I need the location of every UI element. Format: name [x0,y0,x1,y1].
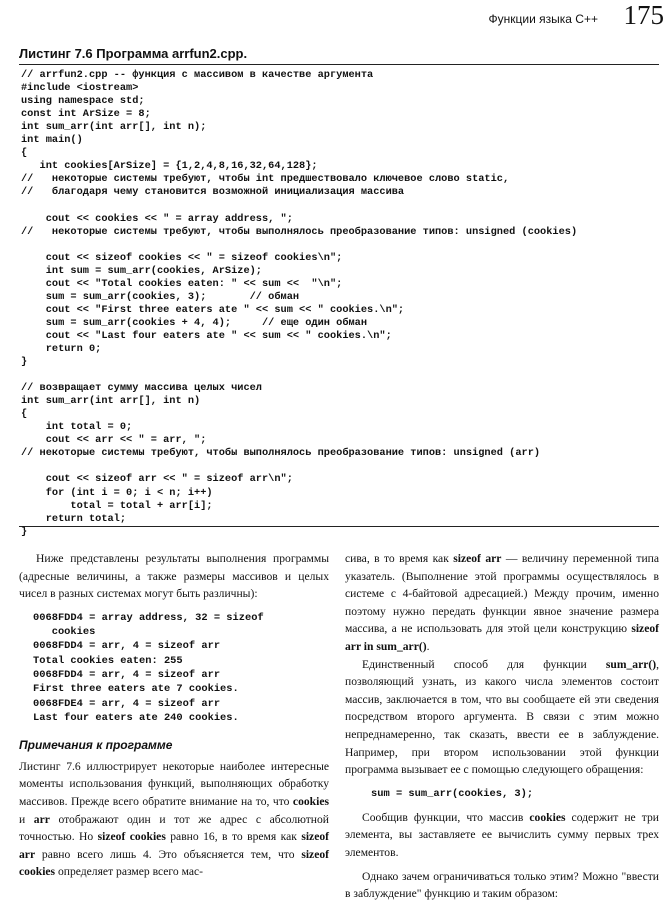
chapter-title: Функции языка C++ [488,12,598,26]
left-column [19,550,329,881]
text-span: определяет размер всего мас- [55,865,203,879]
text-span: Листинг 7.6 иллюстрирует некоторые наиболее интересные моменты использования функций, выполняющих обработку массивов. Прежде всего обратите внимание на то, что [19,759,329,808]
code-line: return 0; [21,342,102,355]
code-listing [19,64,659,538]
bold-term: cookies [292,794,329,808]
code-line: const int ArSize = 8; [21,108,151,121]
code-line: { [21,408,28,421]
code-line: cout << arr << " = arr, "; [21,434,207,447]
text-span: — величину переменной типа указатель. (Выполнение этой программы осуществлялось в системе с 4-байтовой адресацией.) Между прочим, именно поэтому нужно передать функции явное значение размера массива, а не использовать для этой цели конструкцию [345,552,660,636]
code-line: int sum_arr(int arr[], int n) [21,395,201,408]
code-line [21,369,659,382]
code-line: int sum_arr(int arr[], int n); [21,121,207,134]
text-span: . [426,639,430,653]
code-line: int cookies[ArSize] = {1,2,4,8,16,32,64,128}; [21,160,318,173]
output-line: 0068FDD4 = arr, 4 = sizeof arr [33,640,221,653]
output-line: Last four eaters ate 240 cookies. [33,711,239,724]
bold-term: sizeof arr in sum_arr() [345,622,659,653]
text-span: и [19,812,34,826]
code-line: cout << sizeof cookies << " = sizeof cookies\n"; [21,251,343,264]
intro-paragraph: Ниже представлены результаты выполнения программы (адресные величины, а также размеры массивов и целых чисел в разных системах могут быть различны): [19,552,329,601]
inline-code-example: sum = sum_arr(cookies, 3); [371,787,534,800]
notes-paragraph [19,758,329,881]
bold-term: sizeof cookies [19,847,329,879]
code-line: sum = sum_arr(cookies + 4, 4); // еще один обман [21,316,368,329]
code-line: // arrfun2.cpp -- функция с массивом в качестве аргумента [21,69,374,81]
code-line: total = total + arr[i]; [21,499,213,512]
text-span: , позволяющий узнать, из какого числа элементов состоит массив, заключается в том, что вы сообщаете ей эти сведения посредством второго аргумента. В связи с этим можно непреднамеренно, так сказать, ввести ее в заблуждение. Например, при втором использовании этой функции программа вызывает ее с помощью следующего обращения: [345,657,659,777]
text-span: сива, в то время как [345,552,454,565]
code-line: int sum = sum_arr(cookies, ArSize); [21,264,262,277]
output-line: Total cookies eaten: 255 [33,654,183,667]
paragraph-4: Однако зачем ограничиваться только этим? Можно "ввести в заблуждение" функцию и таким образом: [345,869,659,901]
code-line: } [21,525,28,538]
code-line: cout << "Last four eaters ate " << sum << " cookies.\n"; [21,329,392,342]
output-line: 0068FDD4 = array address, 32 = sizeof [33,611,264,624]
text-span: равно всего лишь 4. Это объясняется тем, что [35,847,302,861]
code-line: cout << cookies << " = array address, "; [21,212,293,225]
code-line: int main() [21,134,83,147]
code-line: // возвращает сумму массива целых чисел [21,382,262,395]
section-heading: Примечания к программе [19,738,173,753]
output-line: First three eaters ate 7 cookies. [33,683,239,696]
code-line: // некоторые системы требуют, чтобы выполнялось преобразование типов: unsigned (arr) [21,447,541,460]
output-line: cookies [33,626,96,639]
code-line [21,199,659,212]
code-line: return total; [21,512,127,525]
listing-title: Листинг 7.6 Программа arrfun2.cpp. [19,46,248,61]
code-line: } [21,356,28,369]
text-span: Сообщив функции, что массив [362,810,530,824]
bold-term: cookies [529,810,566,824]
bold-term: sizeof arr [453,552,502,565]
code-line: using namespace std; [21,95,145,108]
code-line: cout << sizeof arr << " = sizeof arr\n"; [21,473,293,486]
output-line: 0068FDE4 = arr, 4 = sizeof arr [33,697,221,710]
code-line: #include <iostream> [21,82,139,95]
paragraph-3 [345,809,659,862]
bold-term: sum_arr() [605,657,657,671]
code-line: sum = sum_arr(cookies, 3); // обман [21,290,300,303]
text-span: Единственный способ для функции [362,657,606,671]
bold-term: arr [33,812,50,826]
bold-term: sizeof arr [19,830,329,861]
output-line: 0068FDD4 = arr, 4 = sizeof arr [33,668,221,681]
code-line [21,460,659,473]
program-output [33,611,329,725]
page-header [0,0,672,36]
code-line: for (int i = 0; i < n; i++) [21,486,213,499]
right-column [345,550,659,903]
code-line: // некоторые системы требуют, чтобы выполнялось преобразование типов: unsigned (cookies) [21,225,578,238]
code-line: cout << "First three eaters ate " << sum << " cookies.\n"; [21,303,405,316]
code-line: cout << "Total cookies eaten: " << sum << "\n"; [21,277,343,290]
paragraph-1 [345,550,659,656]
code-line: { [21,147,28,160]
code-line: int total = 0; [21,421,133,434]
code-line: // благодаря чему становится возможной инициализация массива [21,186,405,199]
code-line: // некоторые системы требуют, чтобы int предшествовало ключевое слово static, [21,173,510,186]
text-span: равно 16, в то время как [165,830,302,844]
page-number: 175 [623,0,664,30]
bold-term: sizeof cookies [97,830,166,844]
paragraph-2 [345,656,659,779]
code-line [21,239,659,252]
text-span: содержит не три элемента, вы заставляете ее вычислить сумму первых трех элементов. [345,810,659,859]
text-span: отображают один и тот же адрес с абсолютной точностью. Но [19,812,330,844]
